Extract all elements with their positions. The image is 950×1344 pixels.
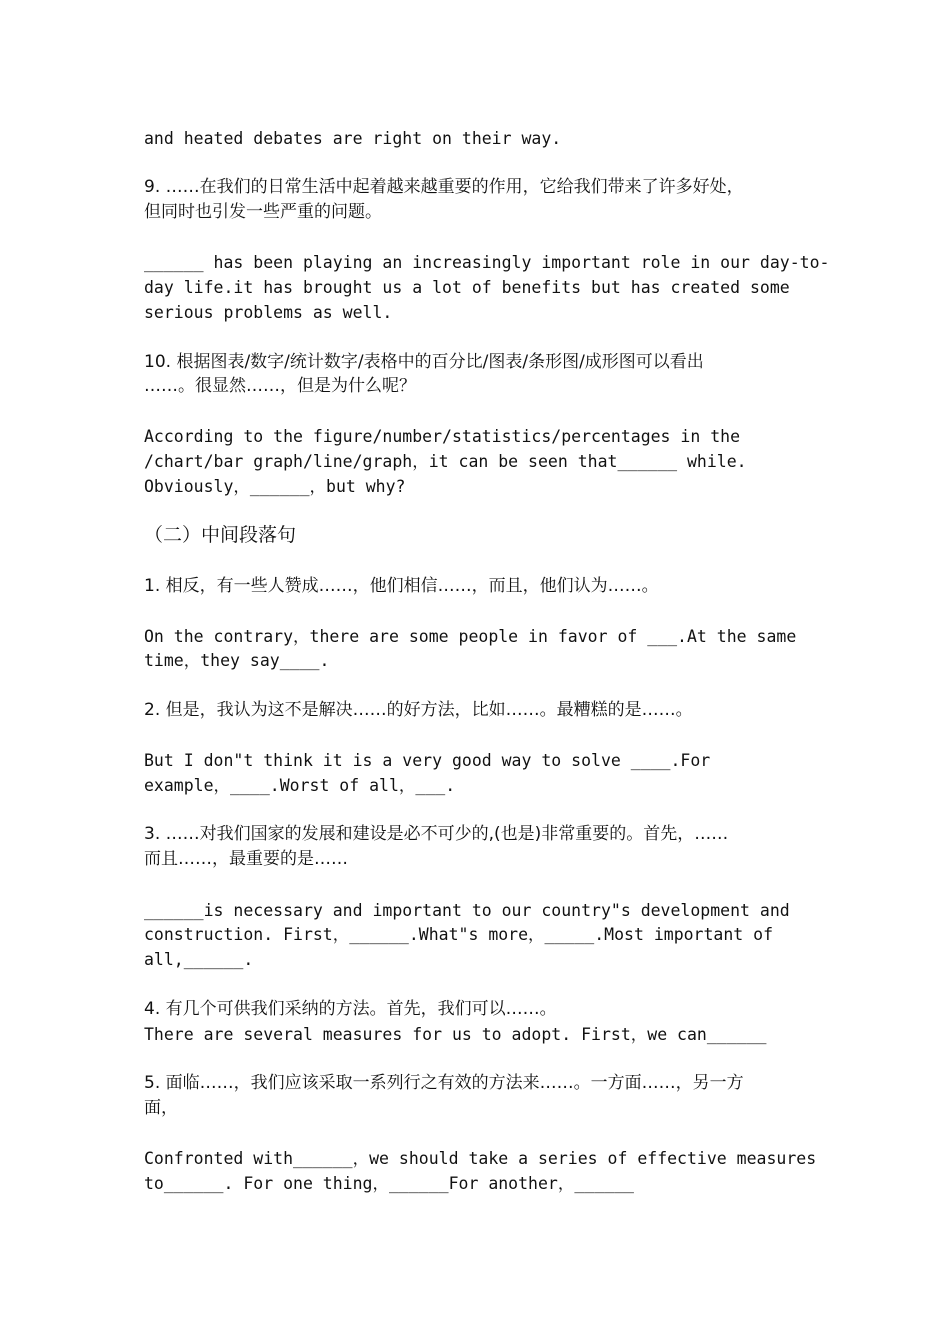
intro-tail-line: and heated debates are right on their way. bbox=[144, 129, 562, 148]
mid2-english-line-1: But I don"t think it is a very good way to solve ____.For bbox=[144, 751, 711, 770]
mid2-chinese-line: 2. 但是，我认为这不是解决……的好方法，比如……。最糟糕的是……。 bbox=[144, 700, 693, 720]
mid3-chinese-line-2: 而且……，最重要的是…… bbox=[144, 849, 348, 869]
mid3-english-line-1: ______is necessary and important to our country"s development and bbox=[144, 901, 790, 920]
mid3-chinese-line-1: 3. ……对我们国家的发展和建设是必不可少的,(也是)非常重要的。首先，…… bbox=[144, 824, 729, 844]
mid1-english-line-2: time，they say____. bbox=[144, 651, 330, 670]
mid3-english-line-2: construction. First，______.What"s more，_____.Most important of bbox=[144, 925, 774, 944]
mid2-english-line-2: example，____.Worst of all，___. bbox=[144, 776, 456, 795]
mid1-chinese-line: 1. 相反，有一些人赞成……，他们相信……，而且，他们认为……。 bbox=[144, 576, 659, 596]
item10-english-line-2: /chart/bar graph/line/graph，it can be seen that______ while. bbox=[144, 452, 747, 471]
mid4-chinese-line: 4. 有几个可供我们采纳的方法。首先，我们可以……。 bbox=[144, 999, 557, 1019]
mid3-english-line-3: all,______. bbox=[144, 950, 254, 969]
mid5-english-line-2: to______. For one thing，______For another，______ bbox=[144, 1174, 634, 1193]
mid4-english-line: There are several measures for us to adopt. First，we can______ bbox=[144, 1025, 767, 1044]
item9-chinese-line-2: 但同时也引发一些严重的问题。 bbox=[144, 202, 382, 222]
section-heading: （二）中间段落句 bbox=[144, 524, 297, 546]
item9-chinese-line-1: 9. ……在我们的日常生活中起着越来越重要的作用，它给我们带来了许多好处， bbox=[144, 177, 744, 197]
item10-chinese-line-1: 10. 根据图表/数字/统计数字/表格中的百分比/图表/条形图/成形图可以看出 bbox=[144, 352, 704, 372]
item9-english-line-3: serious problems as well. bbox=[144, 303, 393, 322]
item10-english-line-1: According to the figure/number/statistics/percentages in the bbox=[144, 427, 741, 446]
mid5-chinese-line-1: 5. 面临……，我们应该采取一系列行之有效的方法来……。一方面……，另一方 bbox=[144, 1073, 744, 1093]
mid5-english-line-1: Confronted with______，we should take a series of effective measures bbox=[144, 1149, 817, 1168]
item9-english-line-1: ______ has been playing an increasingly important role in our day-to- bbox=[144, 253, 830, 272]
mid5-chinese-line-2: 面， bbox=[144, 1098, 178, 1118]
mid1-english-line-1: On the contrary，there are some people in favor of ___.At the same bbox=[144, 627, 797, 646]
item10-chinese-line-2: ……。很显然……，但是为什么呢？ bbox=[144, 376, 416, 396]
item10-english-line-3: Obviously，______，but why? bbox=[144, 477, 406, 496]
item9-english-line-2: day life.it has brought us a lot of benefits but has created some bbox=[144, 278, 790, 297]
